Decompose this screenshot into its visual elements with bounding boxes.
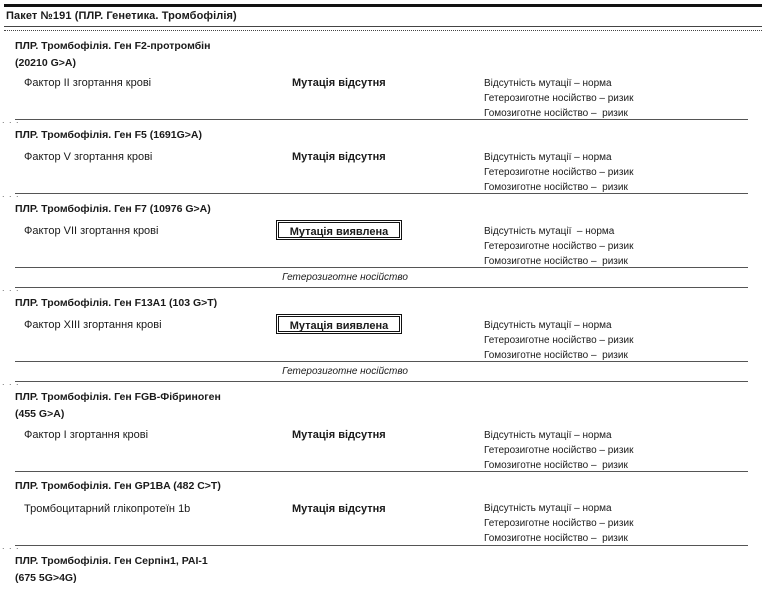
section-divider [15, 471, 748, 472]
section-heading: ПЛР. Тромбофілія. Ген GP1BA (482 C>T) [15, 480, 221, 492]
reference-values: Відсутність мутації – норма Гетерозиготне носійство – ризик Гомозиготне носійство – ризик [484, 503, 634, 544]
section-divider [15, 381, 748, 382]
separator-dots: . . . [2, 189, 20, 199]
reference-values: Відсутність мутації – норма Гетерозиготне носійство – ризик Гомозиготне носійство – ризик [484, 78, 634, 119]
test-name: Фактор VII згортання крові [24, 225, 159, 237]
section-divider [15, 119, 748, 120]
section-divider [15, 193, 748, 194]
separator-dots: . . . [2, 283, 20, 293]
separator-dots: . . . [2, 541, 20, 551]
test-name: Тромбоцитарний глікопротеїн 1b [24, 503, 191, 515]
test-result: Мутація відсутня [292, 151, 386, 163]
test-name: Фактор I згортання крові [24, 429, 149, 441]
section-divider [15, 287, 748, 288]
test-name: Фактор II згортання крові [24, 77, 152, 89]
interpretation-note: Гетерозиготне носійство [282, 366, 408, 377]
section-divider [15, 545, 748, 546]
section-heading: ПЛР. Тромбофілія. Ген F13A1 (103 G>T) [15, 297, 218, 309]
test-result-detected: Мутація виявлена [276, 220, 402, 240]
test-name: Фактор V згортання крові [24, 151, 153, 163]
section-divider [15, 267, 748, 268]
interpretation-note: Гетерозиготне носійство [282, 272, 408, 283]
section-divider [15, 361, 748, 362]
test-result: Мутація відсутня [292, 77, 386, 89]
separator-dots: . . . [2, 377, 20, 387]
section-heading: ПЛР. Тромбофілія. Ген Серпін1, PAI-1 (675 5G>4G) [15, 555, 208, 584]
section-heading: ПЛР. Тромбофілія. Ген F2-протромбін (20210 G>A) [15, 40, 211, 69]
reference-values: Відсутність мутації – норма Гетерозиготне носійство – ризик Гомозиготне носійство – ризик [484, 226, 634, 267]
package-rule [4, 26, 762, 31]
test-result-detected: Мутація виявлена [276, 314, 402, 334]
test-name: Фактор XIII згортання крові [24, 319, 162, 331]
package-title: Пакет №191 (ПЛР. Генетика. Тромбофілія) [6, 10, 237, 22]
section-heading: ПЛР. Тромбофілія. Ген FGB-Фібриноген (455 G>A) [15, 391, 221, 420]
reference-values: Відсутність мутації – норма Гетерозиготне носійство – ризик Гомозиготне носійство – ризик [484, 320, 634, 361]
top-rule [4, 4, 762, 7]
test-result: Мутація відсутня [292, 503, 386, 515]
test-result: Мутація відсутня [292, 429, 386, 441]
separator-dots: . . . [2, 115, 20, 125]
section-heading: ПЛР. Тромбофілія. Ген F5 (1691G>A) [15, 129, 202, 141]
reference-values: Відсутність мутації – норма Гетерозиготне носійство – ризик Гомозиготне носійство – ризик [484, 430, 634, 471]
reference-values: Відсутність мутації – норма Гетерозиготне носійство – ризик Гомозиготне носійство – ризик [484, 152, 634, 193]
section-heading: ПЛР. Тромбофілія. Ген F7 (10976 G>A) [15, 203, 211, 215]
